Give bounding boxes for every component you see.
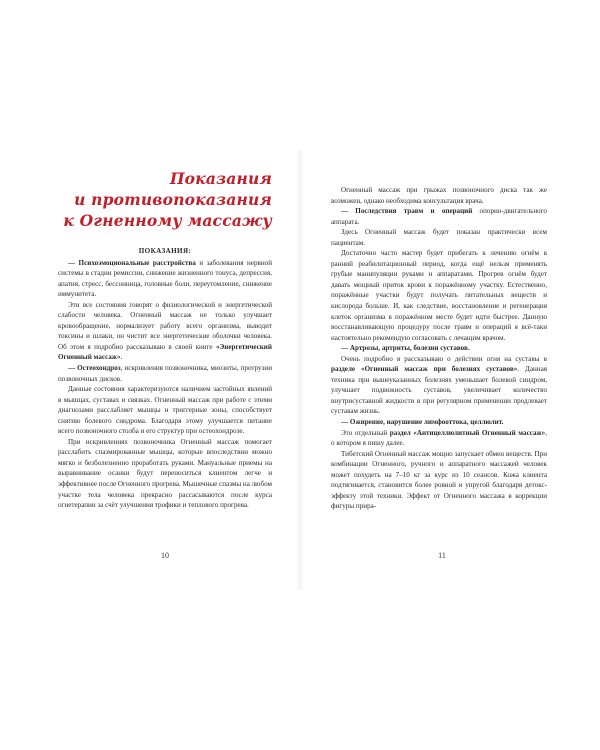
page-number: 10: [161, 551, 169, 560]
title-line-3: к Огненному массажу: [63, 211, 272, 230]
section-reference: разделе «Огненный массаж при болезнях суставов»: [331, 365, 518, 374]
right-page-text: [331, 185, 547, 512]
book-reference: «Энергетический Огненный массаж»: [58, 342, 272, 362]
paragraph: Здесь Огненный массаж будет показан практически всем пациентам.: [331, 228, 547, 247]
paragraph: [331, 417, 547, 428]
paragraph: Очень подробно я рассказываю о действии огня на суставы в разделе «Огненный массаж при болезнях суставов». Данная техника при вышеуказанных болезнях уменьшает болевой синдром, улучшает подвижность суставов, увеличивает количество внутрисуставной жидкости и при регулярном применении продлевает суставам жизнь.: [331, 354, 547, 416]
paragraph: — Психоэмоциональные расстройства и заболевания нервной системы в стадии ремиссии, снижение жизненного тонуса, депрессия, апатия, стресс, бессонница, головные боли, переутомление, снижение иммунитета.: [58, 258, 272, 299]
bold-lead: — Артрозы, артриты, болезни суставов.: [341, 344, 470, 353]
paragraph: Огненный массаж при грыжах позвоночного диска так же возможен, однако необходима консультация врача.: [331, 186, 547, 205]
paragraph: — Остеохондроз, искривления позвоночника, миозиты, протрузии позвоночных дисков.: [58, 364, 272, 383]
paragraph: [331, 343, 547, 354]
chapter-title: [58, 168, 272, 231]
paragraph: Достаточно часто мастер будет прибегать к лечению огнём в ранний реабилитационный период, когда ещё нельзя применять грубые манипуляции руками и аппаратами. Прогрев огнём будет давать мощный приток крови к поражённому участку. Естественно, поражённые участки будут получать питательных веществ и кислорода больше. И, как следствие, восстановление и регенерация клеток организма в поражённом месте будет идти быстрее. Данную восстанавливающую процедуру после травм и операций я всё-таки настоятельно рекомендую согласовать с лечащим врачом.: [331, 249, 547, 342]
paragraph: При искривлениях позвоночника Огненный массаж помогает расслабить спазмированные мышцы, которые впоследствии можно мягко и безболезненно проработать руками. Мануальные приемы на выравнивание осанки будут переноситься клиентом легче и эффективнее после Огненного прогрева. Мышечные спазмы на любом участке тела человека прекрасно рассасываются после курса огнетерапии за счёт улучшения трофики и теплового прогрева.: [58, 437, 272, 510]
paragraph: Эти все состояния говорят о физиологической и энергетической слабости человека. Огненный массаж не только улучшает кровообращение, нормализует работу всего организма, выводит токсины и шлаки, он чистит все энергетические оболочки человека. Об этом я подробно рассказываю в своей книге «Энергетический Огненный массаж».: [58, 300, 272, 362]
section-reference: раздел «Антицеллюлитный Огненный массаж»: [389, 428, 546, 437]
paragraph: Данные состояния характеризуются наличием застойных явлений в мышцах, суставах и связках. Огненный массаж при работе с этими диагнозами расслабляет мышцы и триггерные зоны, способствует снятию болевого синдрома. Благодаря этому улучшается питание всего позвоночного столба и его структур при остеохондрозе.: [58, 385, 272, 436]
page-number: 11: [438, 551, 446, 560]
paragraph: — Последствия травм и операций опорно-двигательного аппарата.: [331, 207, 547, 226]
paragraph: Это отдельный раздел «Антицеллюлитный Огненный массаж», о котором я пишу далее.: [331, 428, 547, 448]
bold-lead: — Последствия травм и операций: [341, 207, 473, 216]
paragraph: Тибетский Огненный массаж мощно запускает обмен веществ. При комбинации Огненного, ручного и аппаратного массажей человек может похудеть на 7–10 кг за курс из 10 сеансов. Кожа клиента подтягивается, становится более ровной и упругой благодаря детокс-эффекту этой техники. Эффект от Огненного массажа в коррекции фигуры прира-: [331, 449, 547, 511]
bold-lead: — Ожирение, нарушение лимфооттока, целлюлит.: [341, 418, 504, 427]
book-fold: [296, 150, 304, 590]
left-page-text: [58, 246, 272, 511]
title-line-1: Показания: [169, 169, 272, 188]
title-line-2: и противопоказания: [74, 190, 272, 209]
indications-heading: ПОКАЗАНИЯ:: [138, 247, 192, 255]
bold-lead: — Психоэмоциональные расстройства: [68, 258, 196, 267]
bold-lead: — Остеохондроз: [68, 364, 121, 373]
